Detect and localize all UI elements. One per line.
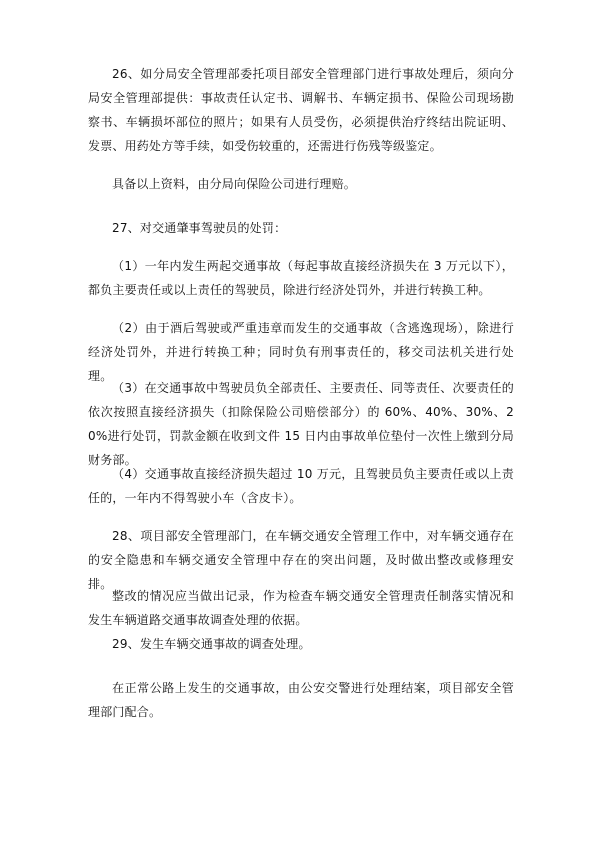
paragraph-29: 29、发生车辆交通事故的调查处理。 <box>112 637 311 651</box>
paragraph-claim-materials: 具备以上资料，由分局向保险公司进行理赔。 <box>112 177 357 191</box>
paragraph-28: 28、项目部安全管理部门，在车辆交通安全管理工作中，对车辆交通存在的安全隐患和车辆交通安全管理中存在的突出问题，及时做出整改或修理安排。 <box>88 529 514 591</box>
paragraph-27-item-2: （2）由于酒后驾驶或严重违章而发生的交通事故（含逃逸现场），除进行经济处罚外，并进行转换工种；同时负有刑事责任的，移交司法机关进行处理。 <box>88 321 514 383</box>
paragraph-rectification-record: 整改的情况应当做出记录，作为检查车辆交通安全管理责任制落实情况和发生车辆道路交通事故调查处理的依据。 <box>88 589 514 627</box>
paragraph-27-item-4: （4）交通事故直接经济损失超过 10 万元，且驾驶员负主要责任或以上责任的，一年内不得驾驶小车（含皮卡）。 <box>88 467 514 505</box>
paragraph-public-road-accidents: 在正常公路上发生的交通事故，由公安交警进行处理结案，项目部安全管理部门配合。 <box>88 681 514 719</box>
paragraph-27: 27、对交通肇事驾驶员的处罚： <box>112 221 287 235</box>
paragraph-27-item-3: （3）在交通事故中驾驶员负全部责任、主要责任、同等责任、次要责任的依次按照直接经济损失（扣除保险公司赔偿部分）的 60%、40%、30%、20%进行处罚，罚款金额在收到文件 15 日内由事故单位垫付一次性上缴到分局财务部。 <box>88 381 514 467</box>
paragraph-27-item-1: （1）一年内发生两起交通事故（每起事故直接经济损失在 3 万元以下），都负主要责任或以上责任的驾驶员，除进行经济处罚外，并进行转换工种。 <box>88 259 514 297</box>
paragraph-26: 26、如分局安全管理部委托项目部安全管理部门进行事故处理后，须向分局安全管理部提供：事故责任认定书、调解书、车辆定损书、保险公司现场勘察书、车辆损坏部位的照片；如果有人员受伤，必须提供治疗终结出院证明、发票、用药处方等手续，如受伤较重的，还需进行伤残等级鉴定。 <box>88 67 514 153</box>
